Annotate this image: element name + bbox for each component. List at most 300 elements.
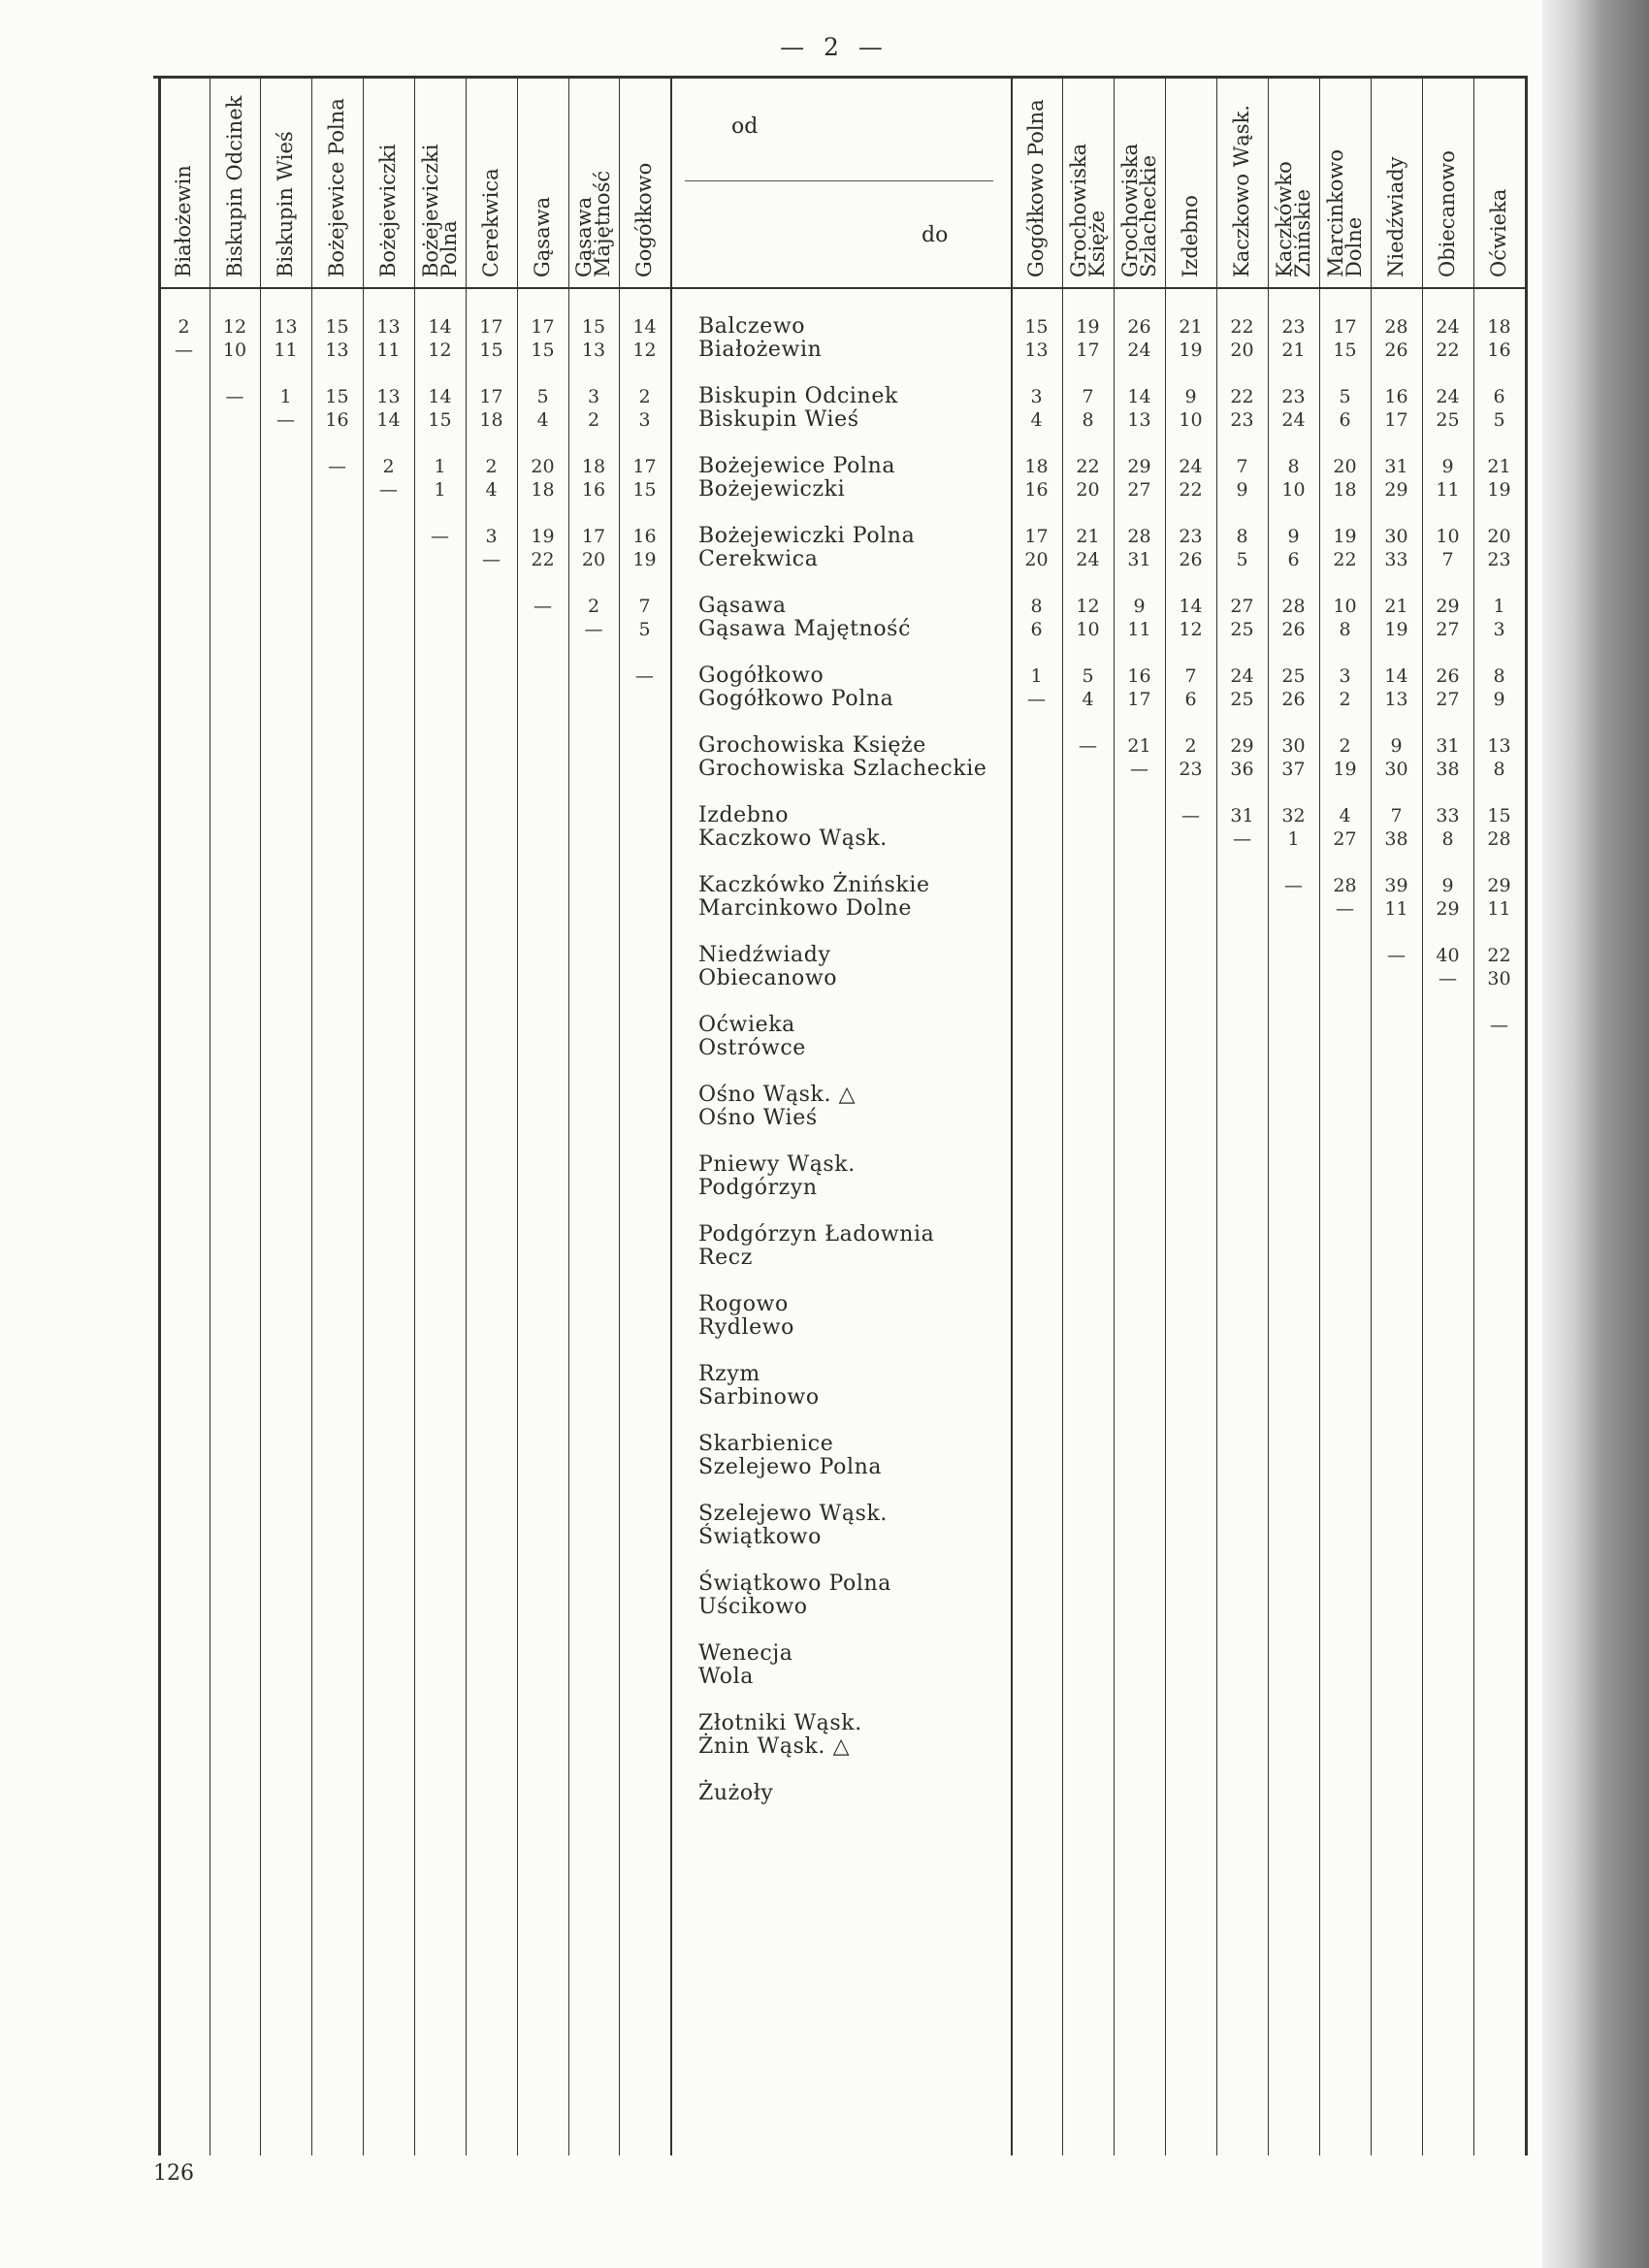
distance-cell: 3 <box>638 409 651 431</box>
distance-cell: 25 <box>1281 665 1306 687</box>
distance-cell: 4 <box>1082 689 1094 710</box>
distance-cell: 1 <box>434 456 446 477</box>
distance-cell: 18 <box>531 479 555 501</box>
distance-cell: 30 <box>1281 735 1306 757</box>
column-header-line: Bożejewiczki <box>376 144 400 277</box>
distance-cell: 10 <box>1179 409 1203 431</box>
place-name: Cerekwica <box>698 547 819 571</box>
column-divider <box>1268 76 1269 2155</box>
distance-cell: 2 <box>485 456 498 477</box>
column-divider <box>414 76 415 2155</box>
place-name: Bożejewiczki Polna <box>698 524 916 548</box>
distance-cell: 12 <box>428 340 452 361</box>
column-header-line: Białożewin <box>172 165 195 277</box>
distance-cell: 21 <box>1487 456 1511 477</box>
distance-cell: 17 <box>632 456 657 477</box>
distance-cell: 31 <box>1127 549 1151 570</box>
distance-cell: 17 <box>531 316 555 338</box>
place-name: Oćwieka <box>698 1013 795 1037</box>
distance-cell: 40 <box>1436 945 1460 966</box>
header-from-label: od <box>731 114 759 139</box>
distance-cell: 10 <box>1436 526 1460 547</box>
column-header-line: Polna <box>436 220 461 277</box>
distance-cell: — <box>276 409 295 431</box>
header-to-label: do <box>922 223 949 247</box>
place-name: Świątkowo <box>698 1525 822 1549</box>
distance-cell: 23 <box>1281 386 1306 407</box>
place-name: Żużoły <box>698 1781 774 1805</box>
distance-cell: 7 <box>1390 805 1403 826</box>
distance-cell: — <box>1387 945 1406 966</box>
distance-cell: 7 <box>1184 665 1197 687</box>
distance-cell: 9 <box>1236 479 1248 501</box>
distance-cell: 30 <box>1487 968 1511 989</box>
distance-cell: 16 <box>581 479 606 501</box>
column-header-right <box>1066 143 1109 277</box>
distance-cell: 19 <box>1333 759 1357 780</box>
distance-cell: 18 <box>1487 316 1511 338</box>
distance-cell: 15 <box>325 316 349 338</box>
distance-cell: 6 <box>1184 689 1197 710</box>
distance-cell: 9 <box>1184 386 1197 407</box>
column-header-line: Marcinkowo <box>1323 148 1347 277</box>
distance-cell: 37 <box>1281 759 1306 780</box>
place-name: Marcinkowo Dolne <box>698 896 913 921</box>
distance-cell: 22 <box>531 549 555 570</box>
distance-cell: 17 <box>1127 689 1151 710</box>
distance-cell: 1 <box>1287 828 1300 850</box>
column-header-right <box>1438 150 1458 277</box>
distance-cell: 18 <box>479 409 503 431</box>
distance-cell: 26 <box>1436 665 1460 687</box>
distance-cell: 22 <box>1487 945 1511 966</box>
place-name: Szelejewo Wąsk. <box>698 1502 888 1526</box>
distance-cell: 13 <box>376 316 401 338</box>
place-name: Białożewin <box>698 338 823 362</box>
column-divider <box>363 76 364 2155</box>
distance-cell: 12 <box>1076 596 1100 617</box>
distance-cell: 8 <box>1030 596 1043 617</box>
place-name: Pniewy Wąsk. <box>698 1152 856 1177</box>
distance-cell: 29 <box>1127 456 1151 477</box>
column-header-left <box>418 144 461 277</box>
distance-cell: 8 <box>1493 759 1505 780</box>
column-header-left <box>634 163 655 277</box>
distance-cell: 21 <box>1384 596 1408 617</box>
distance-cell: — <box>584 619 603 640</box>
distance-cell: 5 <box>536 386 549 407</box>
column-divider <box>1525 76 1528 2155</box>
distance-cell: 27 <box>1230 596 1254 617</box>
header-divider-line <box>685 180 993 181</box>
distance-cell: 6 <box>1339 409 1351 431</box>
distance-cell: 4 <box>1030 409 1043 431</box>
distance-cell: 11 <box>274 340 298 361</box>
distance-cell: 31 <box>1230 805 1254 826</box>
distance-cell: 27 <box>1436 619 1460 640</box>
distance-cell: — <box>1079 735 1097 757</box>
place-name: Recz <box>698 1246 753 1270</box>
distance-cell: — <box>328 456 346 477</box>
distance-cell: 10 <box>222 340 247 361</box>
column-header-right <box>1180 195 1201 277</box>
distance-cell: — <box>379 479 398 501</box>
distance-cell: — <box>1233 828 1251 850</box>
distance-cell: 16 <box>1127 665 1151 687</box>
distance-cell: 8 <box>1441 828 1454 850</box>
distance-cell: 24 <box>1281 409 1306 431</box>
distance-cell: 26 <box>1179 549 1203 570</box>
distance-cell: 11 <box>1487 898 1511 920</box>
distance-cell: 23 <box>1487 549 1511 570</box>
place-name: Żnin Wąsk. △ <box>698 1734 851 1759</box>
distance-cell: 5 <box>1339 386 1351 407</box>
distance-cell: 9 <box>1390 735 1403 757</box>
distance-cell: 28 <box>1384 316 1408 338</box>
place-name: Podgórzyn Ładownia <box>698 1222 935 1247</box>
distance-cell: 19 <box>1333 526 1357 547</box>
column-header-left <box>327 98 347 277</box>
distance-cell: 20 <box>1487 526 1511 547</box>
distance-cell: 2 <box>587 596 600 617</box>
distance-cell: 23 <box>1230 409 1254 431</box>
distance-cell: 5 <box>638 619 651 640</box>
distance-cell: 24 <box>1076 549 1100 570</box>
column-header-line: Dolne <box>1342 216 1366 277</box>
distance-cell: 22 <box>1333 549 1357 570</box>
column-header-line: Niedźwiady <box>1384 156 1407 277</box>
distance-cell: 31 <box>1384 456 1408 477</box>
distance-cell: 18 <box>581 456 606 477</box>
distance-cell: 21 <box>1179 316 1203 338</box>
distance-cell: 15 <box>428 409 452 431</box>
place-name: Rydlewo <box>698 1315 795 1340</box>
place-name: Obiecanowo <box>698 966 838 990</box>
column-divider <box>1216 76 1217 2155</box>
distance-cell: — <box>175 340 193 361</box>
distance-cell: 22 <box>1076 456 1100 477</box>
distance-cell: 7 <box>1441 549 1454 570</box>
distance-cell: 14 <box>1179 596 1203 617</box>
column-divider <box>1371 76 1372 2155</box>
distance-cell: 20 <box>531 456 555 477</box>
distance-cell: 2 <box>587 409 600 431</box>
column-header-left <box>533 197 553 277</box>
distance-cell: 3 <box>1493 619 1505 640</box>
column-divider <box>158 76 161 2155</box>
place-name: Sarbinowo <box>698 1385 820 1409</box>
distance-cell: 3 <box>485 526 498 547</box>
distance-cell: 14 <box>428 316 452 338</box>
distance-cell: 14 <box>376 409 401 431</box>
column-header-line: Majętność <box>591 170 614 277</box>
distance-cell: 13 <box>376 386 401 407</box>
distance-cell: 23 <box>1179 759 1203 780</box>
distance-cell: 5 <box>1493 409 1505 431</box>
distance-cell: 33 <box>1384 549 1408 570</box>
column-header-line: Księże <box>1084 210 1109 277</box>
distance-cell: 19 <box>1076 316 1100 338</box>
distance-cell: 30 <box>1384 759 1408 780</box>
place-name: Złotniki Wąsk. <box>698 1711 862 1735</box>
distance-cell: 2 <box>638 386 651 407</box>
place-name: Ośno Wąsk. △ <box>698 1083 857 1107</box>
place-name: Ostrówce <box>698 1036 806 1060</box>
distance-cell: 13 <box>1127 409 1151 431</box>
distance-cell: 38 <box>1436 759 1460 780</box>
distance-cell: — <box>1439 968 1457 989</box>
distance-cell: 15 <box>1487 805 1511 826</box>
distance-cell: 11 <box>1384 898 1408 920</box>
column-header-line: Bożejewiczki <box>418 144 442 277</box>
distance-cell: 38 <box>1384 828 1408 850</box>
place-name: Świątkowo Polna <box>698 1571 892 1596</box>
column-divider <box>670 76 672 2155</box>
distance-cell: 9 <box>1441 456 1454 477</box>
distance-cell: 26 <box>1384 340 1408 361</box>
distance-cell: 27 <box>1127 479 1151 501</box>
distance-cell: 25 <box>1230 619 1254 640</box>
place-name: Bożejewiczki <box>698 477 846 502</box>
distance-cell: 8 <box>1082 409 1094 431</box>
place-name: Niedźwiady <box>698 943 831 967</box>
distance-cell: 24 <box>1436 386 1460 407</box>
distance-cell: 31 <box>1436 735 1460 757</box>
distance-cell: — <box>1181 805 1200 826</box>
distance-cell: 27 <box>1333 828 1357 850</box>
column-divider <box>1473 76 1474 2155</box>
distance-cell: 2 <box>382 456 395 477</box>
place-name: Gąsawa Majętność <box>698 617 911 641</box>
place-name: Kaczkówko Żnińskie <box>698 873 930 897</box>
distance-cell: 22 <box>1179 479 1203 501</box>
column-divider <box>1114 76 1115 2155</box>
place-name: Balczewo <box>698 314 806 339</box>
distance-cell: 19 <box>1384 619 1408 640</box>
distance-cell: 36 <box>1230 759 1254 780</box>
distance-cell: 17 <box>1076 340 1100 361</box>
column-header-line: Kaczkówko <box>1272 161 1296 277</box>
distance-cell: 20 <box>581 549 606 570</box>
place-name: Bożejewice Polna <box>698 454 896 478</box>
distance-cell: 2 <box>1184 735 1197 757</box>
distance-cell: 21 <box>1127 735 1151 757</box>
page-number-top: — 2 — <box>780 33 889 61</box>
distance-cell: 24 <box>1127 340 1151 361</box>
distance-cell: 28 <box>1281 596 1306 617</box>
column-header-line: Gogółkowo <box>632 162 656 277</box>
distance-cell: 8 <box>1236 526 1248 547</box>
distance-cell: 12 <box>222 316 247 338</box>
distance-cell: 16 <box>1384 386 1408 407</box>
distance-cell: 13 <box>1024 340 1049 361</box>
distance-cell: 17 <box>1384 409 1408 431</box>
place-name: Biskupin Odcinek <box>698 384 898 408</box>
column-header-right <box>1489 189 1509 277</box>
distance-cell: 11 <box>376 340 401 361</box>
distance-cell: 3 <box>1339 665 1351 687</box>
column-header-line: Biskupin Odcinek <box>222 95 246 277</box>
distance-cell: 8 <box>1287 456 1300 477</box>
column-header-line: Grochowiska <box>1117 143 1142 277</box>
column-divider <box>1165 76 1166 2155</box>
distance-cell: 24 <box>1230 665 1254 687</box>
distance-cell: 4 <box>536 409 549 431</box>
column-header-right <box>1272 161 1314 277</box>
column-header-line: Gąsawa <box>531 196 554 277</box>
distance-cell: 14 <box>632 316 657 338</box>
distance-cell: 26 <box>1281 689 1306 710</box>
distance-cell: 10 <box>1281 479 1306 501</box>
place-name: Gąsawa <box>698 594 787 618</box>
distance-cell: 18 <box>1333 479 1357 501</box>
distance-cell: 19 <box>1487 479 1511 501</box>
column-divider <box>517 76 518 2155</box>
distance-cell: 9 <box>1287 526 1300 547</box>
column-header-line: Kaczkowo Wąsk. <box>1230 105 1253 277</box>
distance-cell: 15 <box>1024 316 1049 338</box>
distance-cell: 10 <box>1333 596 1357 617</box>
distance-cell: 8 <box>1493 665 1505 687</box>
distance-cell: 32 <box>1281 805 1306 826</box>
distance-cell: — <box>1336 898 1354 920</box>
distance-cell: 26 <box>1127 316 1151 338</box>
distance-cell: 13 <box>274 316 298 338</box>
distance-cell: 19 <box>531 526 555 547</box>
column-header-line: Obiecanowo <box>1436 150 1459 277</box>
column-header-left <box>222 95 246 277</box>
distance-cell: 4 <box>1339 805 1351 826</box>
distance-cell: — <box>431 526 449 547</box>
distance-cell: 22 <box>1230 316 1254 338</box>
place-name: Kaczkowo Wąsk. <box>698 826 888 851</box>
column-header-line: Cerekwica <box>479 168 502 277</box>
distance-cell: — <box>635 665 654 687</box>
distance-cell: 6 <box>1030 619 1043 640</box>
distance-cell: 28 <box>1487 828 1511 850</box>
distance-cell: 27 <box>1436 689 1460 710</box>
distance-cell: 29 <box>1230 735 1254 757</box>
place-name: Gogółkowo Polna <box>698 687 894 711</box>
distance-cell: 6 <box>1287 549 1300 570</box>
distance-cell: 25 <box>1436 409 1460 431</box>
column-header-line: Biskupin Wieś <box>274 131 297 277</box>
distance-cell: 29 <box>1436 596 1460 617</box>
distance-cell: 15 <box>1333 340 1357 361</box>
column-header-left <box>481 168 501 277</box>
distance-cell: 1 <box>1030 665 1043 687</box>
distance-cell: 12 <box>632 340 657 361</box>
distance-cell: 7 <box>1082 386 1094 407</box>
distance-cell: 25 <box>1230 689 1254 710</box>
column-header-left <box>174 165 194 277</box>
distance-cell: 11 <box>1436 479 1460 501</box>
distance-cell: 13 <box>1384 689 1408 710</box>
distance-cell: 16 <box>1024 479 1049 501</box>
distance-cell: 13 <box>1487 735 1511 757</box>
distance-cell: 2 <box>1339 735 1351 757</box>
column-header-line: Żnińskie <box>1290 188 1314 277</box>
place-name: Ośno Wieś <box>698 1106 818 1130</box>
distance-cell: 17 <box>1333 316 1357 338</box>
distance-cell: 26 <box>1281 619 1306 640</box>
distance-cell: 14 <box>1384 665 1408 687</box>
place-name: Szelejewo Polna <box>698 1455 883 1479</box>
place-name: Podgórzyn <box>698 1176 818 1200</box>
distance-cell: 5 <box>1236 549 1248 570</box>
column-header-right <box>1386 156 1406 277</box>
distance-cell: 12 <box>1179 619 1203 640</box>
distance-cell: 22 <box>1436 340 1460 361</box>
column-divider <box>619 76 620 2155</box>
distance-cell: 17 <box>479 386 503 407</box>
distance-cell: — <box>482 549 501 570</box>
distance-cell: 20 <box>1024 549 1049 570</box>
column-divider <box>1422 76 1423 2155</box>
page-number-bottom: 126 <box>153 2161 194 2186</box>
distance-cell: 6 <box>1493 386 1505 407</box>
distance-cell: — <box>1284 875 1303 896</box>
distance-cell: 13 <box>325 340 349 361</box>
column-divider <box>1062 76 1063 2155</box>
distance-cell: — <box>1027 689 1046 710</box>
column-header-left <box>275 131 296 277</box>
column-header-line: Izdebno <box>1179 195 1202 277</box>
place-name: Grochowiska Księże <box>698 733 926 758</box>
distance-cell: 23 <box>1281 316 1306 338</box>
column-header-line: Bożejewice Polna <box>325 98 348 277</box>
distance-cell: 10 <box>1076 619 1100 640</box>
distance-cell: 28 <box>1127 526 1151 547</box>
distance-cell: 21 <box>1076 526 1100 547</box>
distance-cell: 8 <box>1339 619 1351 640</box>
place-name: Uścikowo <box>698 1595 808 1619</box>
column-header-right <box>1232 105 1252 277</box>
distance-cell: 29 <box>1487 875 1511 896</box>
distance-cell: 2 <box>178 316 190 338</box>
distance-cell: 11 <box>1127 619 1151 640</box>
distance-cell: 18 <box>1024 456 1049 477</box>
distance-cell: 17 <box>1024 526 1049 547</box>
place-name: Wola <box>698 1665 754 1689</box>
distance-cell: 7 <box>638 596 651 617</box>
column-header-line: Szlacheckie <box>1136 154 1160 277</box>
distance-cell: 3 <box>1030 386 1043 407</box>
distance-cell: — <box>225 386 244 407</box>
distance-cell: 22 <box>1230 386 1254 407</box>
distance-cell: 15 <box>531 340 555 361</box>
place-name: Rzym <box>698 1362 760 1386</box>
distance-cell: 15 <box>479 340 503 361</box>
column-header-line: Oćwieka <box>1487 188 1510 277</box>
distance-cell: 30 <box>1384 526 1408 547</box>
column-header-left <box>378 145 399 277</box>
column-divider <box>311 76 312 2155</box>
column-header-line: Grochowiska <box>1066 143 1090 277</box>
distance-cell: 16 <box>1487 340 1511 361</box>
column-header-right <box>1026 99 1047 277</box>
place-name: Izdebno <box>698 803 790 827</box>
distance-cell: 9 <box>1133 596 1146 617</box>
distance-cell: 13 <box>581 340 606 361</box>
distance-cell: 9 <box>1441 875 1454 896</box>
distance-cell: 29 <box>1436 898 1460 920</box>
distance-cell: 23 <box>1179 526 1203 547</box>
distance-cell: 20 <box>1230 340 1254 361</box>
distance-cell: 17 <box>581 526 606 547</box>
distance-cell: 20 <box>1076 479 1100 501</box>
column-header-right <box>1117 143 1160 277</box>
